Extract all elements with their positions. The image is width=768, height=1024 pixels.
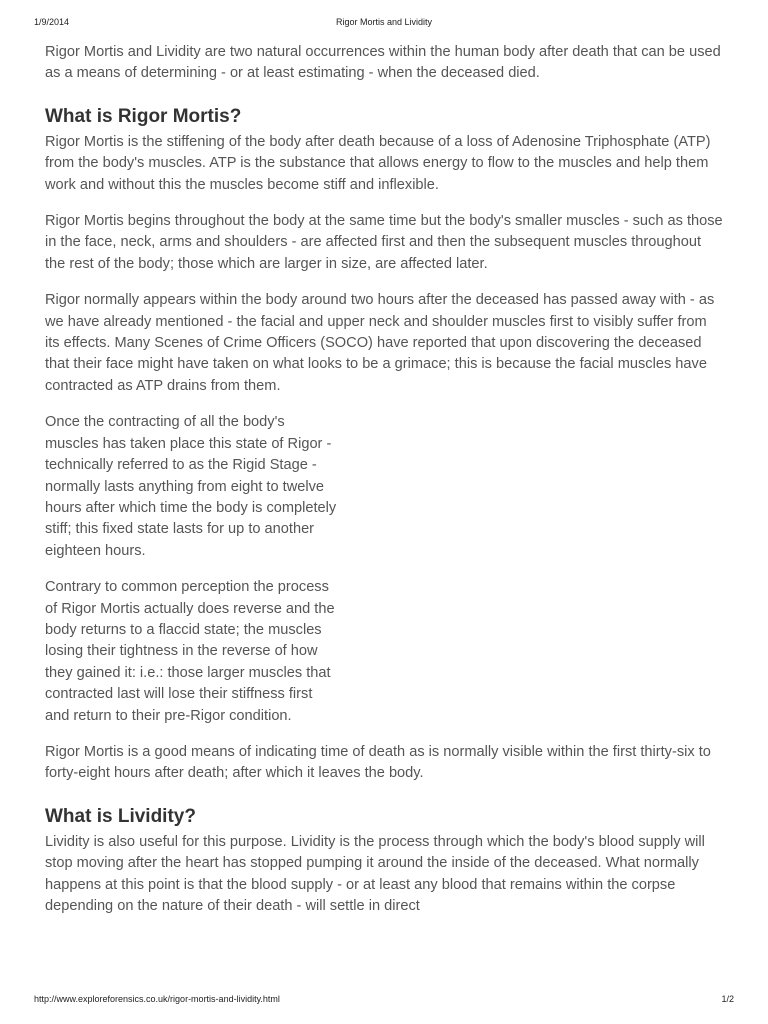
article-body xyxy=(45,42,725,932)
print-header xyxy=(34,17,734,31)
rigor-paragraph-1: Rigor Mortis is the stiffening of the body after death because of a loss of Adenosine Triphosphate (ATP) from the body's muscles. ATP is the substance that allows energy to flow to the muscles and help them work and without this the muscles become stiff and inflexible. xyxy=(45,133,711,193)
intro-paragraph: Rigor Mortis and Lividity are two natural occurrences within the human body after death that can be used as a means of determining - or at least estimating - when the deceased died. xyxy=(45,44,721,82)
print-url: http://www.exploreforensics.co.uk/rigor-mortis-and-lividity.html xyxy=(34,994,280,1004)
rigor-paragraph-4: Once the contracting of all the body's muscles has taken place this state of Rigor - technically referred to as the Rigid Stage - normally lasts anything from eight to twelve hours after which time the body is completely stiff; this fixed state lasts for up to another eighteen hours. xyxy=(45,414,337,559)
print-title: Rigor Mortis and Lividity xyxy=(335,17,433,27)
rigor-paragraph-6: Rigor Mortis is a good means of indicating time of death as is normally visible within the first thirty-six to forty-eight hours after death; after which it leaves the body. xyxy=(45,743,711,782)
print-footer xyxy=(34,994,734,1008)
print-date: 1/9/2014 xyxy=(34,17,70,27)
heading-rigor-mortis: What is Rigor Mortis? xyxy=(45,105,242,127)
rigor-paragraph-3: Rigor normally appears within the body around two hours after the deceased has passed away with - as we have already mentioned - the facial and upper neck and shoulder muscles first to visibly suffer from its effects. Many Scenes of Crime Officers (SOCO) have reported that upon discovering the deceased that their face might have taken on what looks to be a grimace; this is because the facial muscles have contracted as ATP drains from them. xyxy=(45,292,715,394)
lividity-paragraph-1: Lividity is also useful for this purpose. Lividity is the process through which the body's blood supply will stop moving after the heart has stopped pumping it around the inside of the deceased. What normally happens at this point is that the blood supply - or at least any blood that remains within the corpse depending on the nature of their death - will settle in direct xyxy=(45,833,705,914)
rigor-paragraph-5: Contrary to common perception the process of Rigor Mortis actually does reverse and the body returns to a flaccid state; the muscles losing their tightness in the reverse of how they gained it: i.e.: those larger muscles that contracted last will lose their stiffness first and return to their pre-Rigor condition. xyxy=(45,579,335,724)
heading-lividity: What is Lividity? xyxy=(45,805,196,827)
page-number: 1/2 xyxy=(721,994,734,1004)
rigor-paragraph-2: Rigor Mortis begins throughout the body at the same time but the body's smaller muscles - such as those in the face, neck, arms and shoulders - are affected first and then the subsequent muscles throughout the rest of the body; those which are larger in size, are affected later. xyxy=(45,213,723,272)
